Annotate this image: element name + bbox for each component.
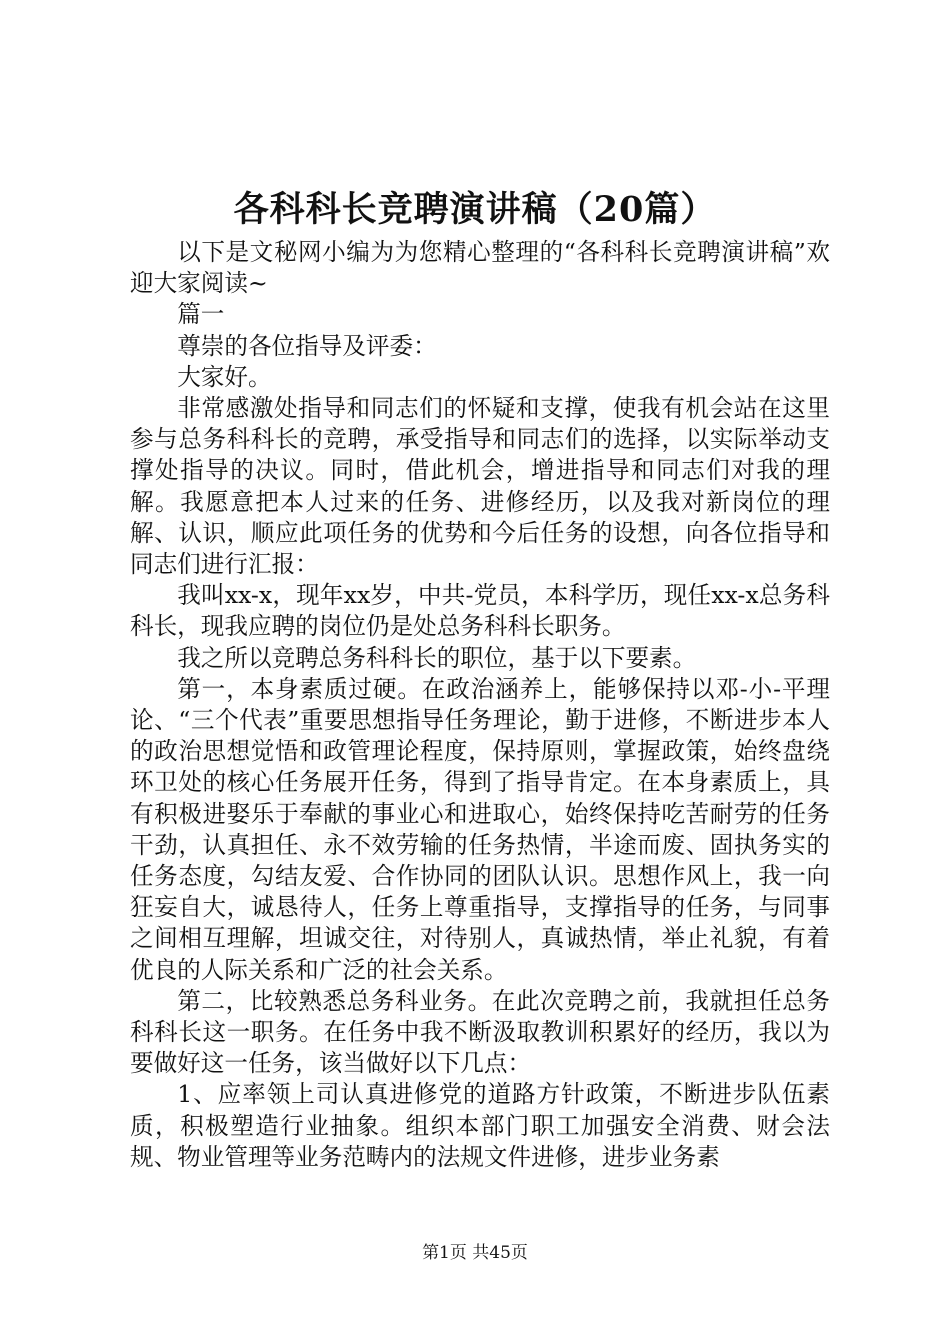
intro-paragraph: 以下是文秘网小编为为您精心整理的“各科科长竞聘演讲稿”欢迎大家阅读~ xyxy=(130,238,830,298)
body-paragraph: 非常感激处指导和同志们的怀疑和支撑，使我有机会站在这里参与总务科科长的竞聘，承受指导和同志们的选择，以实际举动支撑处指导的决议。同时，借此机会，增进指导和同志们对我的理解。我愿意把本人过来的任务、进修经历，以及我对新岗位的理解、认识，顺应此项任务的优势和今后任务的设想，向各位指导和同志们进行汇报： xyxy=(130,394,830,579)
body-paragraph: 我之所以竞聘总务科科长的职位，基于以下要素。 xyxy=(177,643,697,672)
document-title: 各科科长竞聘演讲稿（20篇） xyxy=(233,189,717,230)
body-paragraph: 1、应率领上司认真进修党的道路方针政策，不断进步队伍素质，积极塑造行业抽象。组织本部门职工加强安全消费、财会法规、物业管理等业务范畴内的法规文件进修，进步业务素 xyxy=(130,1080,830,1171)
page-number-footer: 第1页 共45页 xyxy=(422,1243,528,1263)
body-paragraph: 第二，比较熟悉总务科业务。在此次竞聘之前，我就担任总务科科长这一职务。在任务中我不断汲取教训积累好的经历，我以为要做好这一任务，该当做好以下几点： xyxy=(130,986,830,1078)
greeting: 大家好。 xyxy=(177,362,272,391)
body-paragraph: 我叫xx-x，现年xx岁，中共-党员，本科学历，现任xx-x总务科科长，现我应聘的岗位仍是处总务科科长职务。 xyxy=(130,581,830,641)
section-heading: 篇一 xyxy=(177,300,225,329)
body-paragraph: 第一，本身素质过硬。在政治涵养上，能够保持以邓-小-平理论、“三个代表”重要思想指导任务理论，勤于进修，不断进步本人的政治思想觉悟和政管理论程度，保持原则，掌握政策，始终盘绕环卫处的核心任务展开任务，得到了指导肯定。在本身素质上，具有积极进娶乐于奉献的事业心和进取心，始终保持吃苦耐劳的任务干劲，认真担任、永不效劳输的任务热情，半途而废、固执务实的任务态度，勾结友爱、合作协同的团队认识。思想作风上，我一向狂妄自大，诚恳待人，任务上尊重指导，支撑指导的任务，与同事之间相互理解，坦诚交往，对待别人，真诚热情，举止礼貌，有着优良的人际关系和广泛的社会关系。 xyxy=(130,674,830,984)
salutation: 尊崇的各位指导及评委： xyxy=(177,331,437,360)
document-body xyxy=(130,237,830,1173)
